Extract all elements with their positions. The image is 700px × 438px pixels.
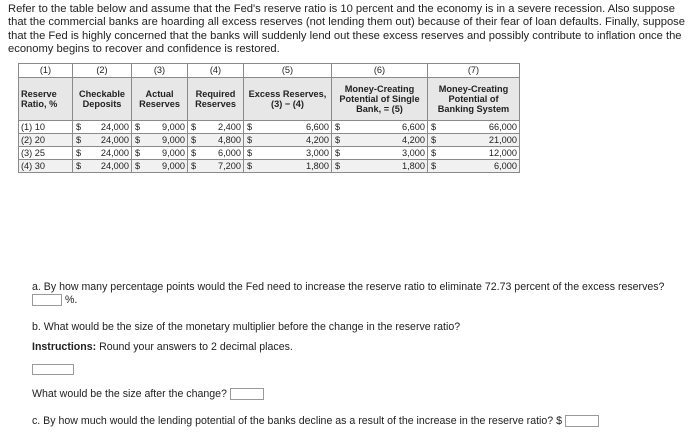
instructions-text: Round your answers to 2 decimal places. (96, 341, 293, 353)
cell-single: 4,200 (345, 134, 428, 147)
question-b-text: b. What would be the size of the monetary multiplier before the change in the reserve ratio? (32, 321, 461, 333)
cell-actual: 9,000 (145, 134, 188, 147)
cell-single: 6,600 (345, 121, 428, 134)
header-excess-reserves: Excess Reserves, (3) − (4) (244, 78, 332, 121)
cell-actual: 9,000 (145, 121, 188, 134)
cell-currency: $ (73, 121, 86, 134)
cell-currency: $ (73, 160, 86, 173)
col-number: (5) (244, 64, 332, 78)
col-number: (1) (19, 64, 73, 78)
cell-ratio: (3) 25 (19, 147, 73, 160)
cell-actual: 9,000 (145, 147, 188, 160)
cell-currency: $ (332, 147, 345, 160)
cell-excess: 6,600 (257, 121, 332, 134)
cell-currency: $ (188, 134, 201, 147)
cell-currency: $ (132, 134, 145, 147)
cell-currency: $ (73, 134, 86, 147)
cell-currency: $ (244, 160, 257, 173)
cell-ratio: (2) 20 (19, 134, 73, 147)
question-after (32, 388, 264, 400)
cell-currency: $ (332, 121, 345, 134)
cell-ratio: (4) 30 (19, 160, 73, 173)
cell-required: 2,400 (201, 121, 244, 134)
col-number: (4) (188, 64, 244, 78)
cell-required: 4,800 (201, 134, 244, 147)
cell-currency: $ (428, 134, 441, 147)
cell-currency: $ (244, 134, 257, 147)
cell-excess: 1,800 (257, 160, 332, 173)
cell-currency: $ (332, 134, 345, 147)
reserve-table (18, 63, 520, 173)
cell-currency: $ (188, 121, 201, 134)
cell-deposits: 24,000 (86, 160, 132, 173)
cell-system: 6,000 (441, 160, 520, 173)
answer-c-input[interactable] (565, 415, 599, 427)
cell-currency: $ (132, 160, 145, 173)
cell-required: 7,200 (201, 160, 244, 173)
cell-deposits: 24,000 (86, 121, 132, 134)
header-single-bank: Money-Creating Potential of Single Bank, = (5) (332, 78, 428, 121)
table-row (19, 160, 520, 173)
cell-currency: $ (132, 121, 145, 134)
cell-actual: 9,000 (145, 160, 188, 173)
cell-currency: $ (428, 160, 441, 173)
cell-currency: $ (73, 147, 86, 160)
header-banking-system: Money-Creating Potential of Banking System (428, 78, 520, 121)
table-row (19, 134, 520, 147)
cell-currency: $ (428, 147, 441, 160)
col-number: (2) (73, 64, 132, 78)
cell-excess: 4,200 (257, 134, 332, 147)
cell-currency: $ (244, 147, 257, 160)
cell-currency: $ (332, 160, 345, 173)
table-row (19, 147, 520, 160)
cell-system: 66,000 (441, 121, 520, 134)
instructions (32, 341, 293, 353)
question-a-text: a. By how many percentage points would the Fed need to increase the reserve ratio to eliminate 72.73 percent of the excess reserves? (32, 281, 665, 293)
cell-excess: 3,000 (257, 147, 332, 160)
header-required-reserves: Required Reserves (188, 78, 244, 121)
cell-required: 6,000 (201, 147, 244, 160)
question-a (32, 281, 692, 306)
col-number: (6) (332, 64, 428, 78)
question-c-text: c. By how much would the lending potential of the banks decline as a result of the increase in the reserve ratio? $ (32, 415, 562, 427)
col-number: (7) (428, 64, 520, 78)
cell-system: 21,000 (441, 134, 520, 147)
cell-currency: $ (132, 147, 145, 160)
header-checkable-deposits: Checkable Deposits (73, 78, 132, 121)
question-after-text: What would be the size after the change? (32, 388, 227, 400)
instructions-label: Instructions: (32, 341, 97, 353)
answer-after-input[interactable] (230, 388, 264, 400)
cell-deposits: 24,000 (86, 147, 132, 160)
cell-single: 3,000 (345, 147, 428, 160)
cell-system: 12,000 (441, 147, 520, 160)
cell-currency: $ (188, 160, 201, 173)
answer-a-unit: %. (64, 294, 78, 306)
question-c (32, 415, 599, 427)
cell-currency: $ (244, 121, 257, 134)
col-number: (3) (132, 64, 188, 78)
cell-currency: $ (428, 121, 441, 134)
cell-ratio: (1) 10 (19, 121, 73, 134)
answer-b-input[interactable] (32, 364, 74, 375)
header-actual-reserves: Actual Reserves (132, 78, 188, 121)
table-row (19, 121, 520, 134)
answer-a-input[interactable] (32, 294, 62, 306)
cell-deposits: 24,000 (86, 134, 132, 147)
cell-currency: $ (188, 147, 201, 160)
cell-single: 1,800 (345, 160, 428, 173)
problem-intro: Refer to the table below and assume that the Fed's reserve ratio is 10 percent and the economy is in a severe recession. Also suppose that the commercial banks are hoarding all excess reserves (not lending them out) because of their fear of loan defaults. Finally, suppose that the Fed is highly concerned that the banks will suddenly lend out these excess reserves and possibly contribute to inflation once the economy begins to recover and confidence is restored. (8, 3, 686, 55)
header-reserve-ratio: Reserve Ratio, % (19, 78, 73, 121)
